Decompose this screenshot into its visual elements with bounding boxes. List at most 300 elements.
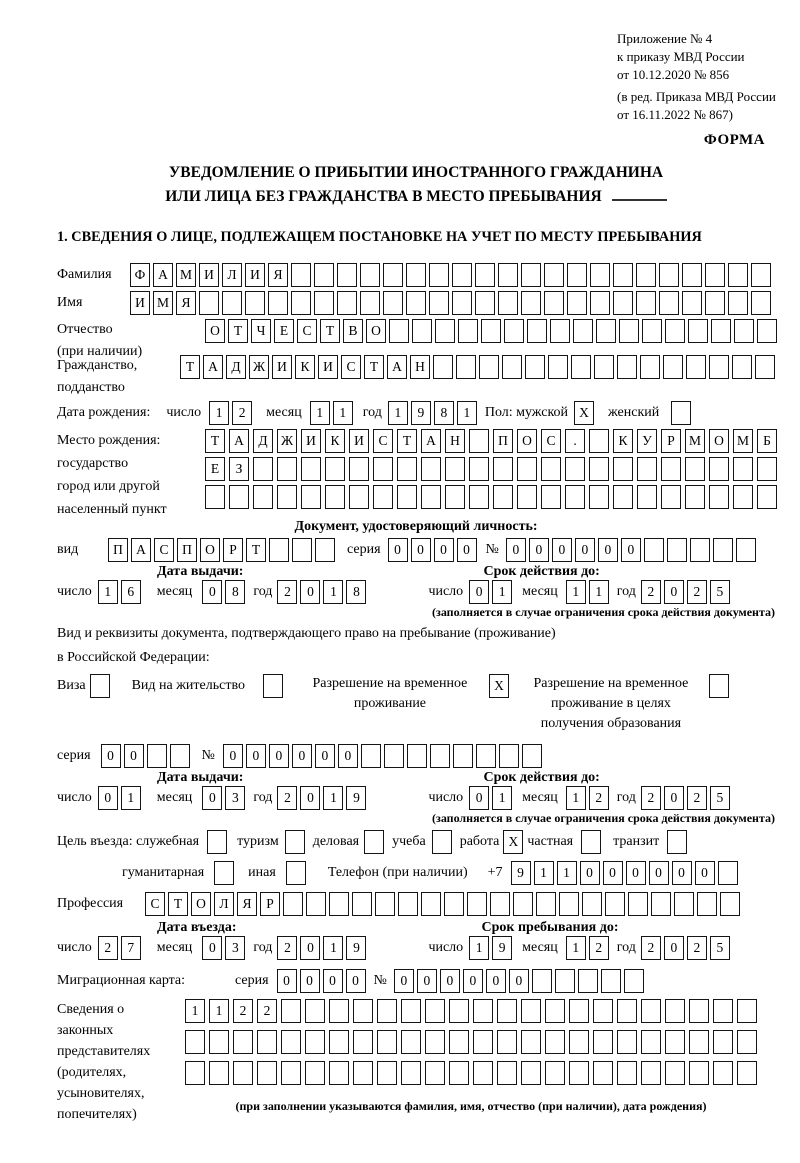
char-cell[interactable]: Т: [397, 429, 417, 453]
char-cell[interactable]: [545, 1061, 565, 1085]
char-cell[interactable]: Ф: [130, 263, 150, 287]
char-cell[interactable]: 0: [101, 744, 121, 768]
char-cell[interactable]: [751, 263, 771, 287]
char-cell[interactable]: Р: [260, 892, 280, 916]
char-cell[interactable]: [412, 319, 432, 343]
char-cell[interactable]: 2: [687, 786, 707, 810]
char-cell[interactable]: [453, 744, 473, 768]
char-cell[interactable]: 6: [121, 580, 141, 604]
char-cell[interactable]: [532, 969, 552, 993]
char-cell[interactable]: [544, 263, 564, 287]
char-cell[interactable]: [613, 291, 633, 315]
char-cell[interactable]: А: [131, 538, 151, 562]
char-cell[interactable]: [521, 1061, 541, 1085]
char-cell[interactable]: [263, 674, 283, 698]
char-cell[interactable]: 9: [511, 861, 531, 885]
char-cell[interactable]: [661, 485, 681, 509]
char-cell[interactable]: [467, 892, 487, 916]
char-cell[interactable]: 0: [529, 538, 549, 562]
char-cell[interactable]: 5: [710, 580, 730, 604]
char-cell[interactable]: О: [205, 319, 225, 343]
char-cell[interactable]: [737, 999, 757, 1023]
char-cell[interactable]: 0: [486, 969, 506, 993]
char-cell[interactable]: 2: [641, 936, 661, 960]
char-cell[interactable]: [373, 485, 393, 509]
char-cell[interactable]: 2: [687, 580, 707, 604]
char-cell[interactable]: [713, 1030, 733, 1054]
char-cell[interactable]: 0: [315, 744, 335, 768]
char-cell[interactable]: Я: [176, 291, 196, 315]
char-cell[interactable]: 2: [641, 580, 661, 604]
char-cell[interactable]: [617, 999, 637, 1023]
char-cell[interactable]: А: [153, 263, 173, 287]
char-cell[interactable]: [401, 1030, 421, 1054]
char-cell[interactable]: [257, 1030, 277, 1054]
char-cell[interactable]: 1: [492, 786, 512, 810]
char-cell[interactable]: [697, 892, 717, 916]
char-cell[interactable]: [269, 538, 289, 562]
char-cell[interactable]: [222, 291, 242, 315]
char-cell[interactable]: М: [176, 263, 196, 287]
char-cell[interactable]: К: [613, 429, 633, 453]
char-cell[interactable]: [517, 485, 537, 509]
char-cell[interactable]: 1: [333, 401, 353, 425]
char-cell[interactable]: 0: [509, 969, 529, 993]
char-cell[interactable]: [628, 892, 648, 916]
char-cell[interactable]: X: [489, 674, 509, 698]
char-cell[interactable]: 0: [246, 744, 266, 768]
char-cell[interactable]: [733, 485, 753, 509]
char-cell[interactable]: Т: [246, 538, 266, 562]
char-cell[interactable]: 1: [469, 936, 489, 960]
char-cell[interactable]: [589, 457, 609, 481]
char-cell[interactable]: [573, 319, 593, 343]
char-cell[interactable]: [497, 1061, 517, 1085]
char-cell[interactable]: [593, 999, 613, 1023]
char-cell[interactable]: Е: [205, 457, 225, 481]
char-cell[interactable]: 1: [209, 999, 229, 1023]
char-cell[interactable]: 1: [566, 936, 586, 960]
char-cell[interactable]: [709, 674, 729, 698]
char-cell[interactable]: [636, 291, 656, 315]
char-cell[interactable]: [544, 291, 564, 315]
char-cell[interactable]: З: [229, 457, 249, 481]
char-cell[interactable]: 0: [411, 538, 431, 562]
char-cell[interactable]: [571, 355, 591, 379]
char-cell[interactable]: 0: [202, 580, 222, 604]
char-cell[interactable]: [475, 263, 495, 287]
char-cell[interactable]: [641, 1061, 661, 1085]
char-cell[interactable]: [613, 263, 633, 287]
char-cell[interactable]: [498, 291, 518, 315]
char-cell[interactable]: [349, 457, 369, 481]
char-cell[interactable]: Т: [168, 892, 188, 916]
char-cell[interactable]: 0: [346, 969, 366, 993]
char-cell[interactable]: Р: [661, 429, 681, 453]
char-cell[interactable]: [757, 319, 777, 343]
char-cell[interactable]: [613, 457, 633, 481]
char-cell[interactable]: [605, 892, 625, 916]
char-cell[interactable]: Ж: [277, 429, 297, 453]
char-cell[interactable]: 1: [323, 786, 343, 810]
char-cell[interactable]: С: [145, 892, 165, 916]
char-cell[interactable]: У: [637, 429, 657, 453]
char-cell[interactable]: [425, 999, 445, 1023]
char-cell[interactable]: [364, 830, 384, 854]
char-cell[interactable]: [283, 892, 303, 916]
char-cell[interactable]: [757, 457, 777, 481]
char-cell[interactable]: [686, 355, 706, 379]
char-cell[interactable]: 0: [223, 744, 243, 768]
char-cell[interactable]: [430, 744, 450, 768]
char-cell[interactable]: [593, 1061, 613, 1085]
char-cell[interactable]: [536, 892, 556, 916]
char-cell[interactable]: 0: [695, 861, 715, 885]
char-cell[interactable]: 0: [580, 861, 600, 885]
char-cell[interactable]: [147, 744, 167, 768]
char-cell[interactable]: [444, 892, 464, 916]
char-cell[interactable]: [401, 999, 421, 1023]
char-cell[interactable]: [473, 1061, 493, 1085]
char-cell[interactable]: [398, 892, 418, 916]
char-cell[interactable]: [425, 1030, 445, 1054]
char-cell[interactable]: 0: [469, 580, 489, 604]
char-cell[interactable]: А: [421, 429, 441, 453]
char-cell[interactable]: [569, 999, 589, 1023]
char-cell[interactable]: [569, 1030, 589, 1054]
char-cell[interactable]: [521, 263, 541, 287]
char-cell[interactable]: [479, 355, 499, 379]
char-cell[interactable]: [596, 319, 616, 343]
char-cell[interactable]: 0: [664, 936, 684, 960]
char-cell[interactable]: [456, 355, 476, 379]
char-cell[interactable]: 9: [346, 786, 366, 810]
char-cell[interactable]: 0: [649, 861, 669, 885]
char-cell[interactable]: Т: [180, 355, 200, 379]
char-cell[interactable]: Е: [274, 319, 294, 343]
char-cell[interactable]: [705, 291, 725, 315]
char-cell[interactable]: 1: [566, 786, 586, 810]
char-cell[interactable]: [637, 485, 657, 509]
char-cell[interactable]: [499, 744, 519, 768]
char-cell[interactable]: [513, 892, 533, 916]
char-cell[interactable]: [545, 999, 565, 1023]
char-cell[interactable]: [429, 291, 449, 315]
char-cell[interactable]: 1: [457, 401, 477, 425]
char-cell[interactable]: [433, 355, 453, 379]
char-cell[interactable]: [667, 538, 687, 562]
char-cell[interactable]: [590, 291, 610, 315]
char-cell[interactable]: 0: [124, 744, 144, 768]
char-cell[interactable]: М: [153, 291, 173, 315]
char-cell[interactable]: 0: [338, 744, 358, 768]
char-cell[interactable]: [305, 1030, 325, 1054]
char-cell[interactable]: [199, 291, 219, 315]
char-cell[interactable]: [651, 892, 671, 916]
char-cell[interactable]: 1: [310, 401, 330, 425]
char-cell[interactable]: [305, 999, 325, 1023]
char-cell[interactable]: [214, 861, 234, 885]
char-cell[interactable]: А: [387, 355, 407, 379]
char-cell[interactable]: Д: [253, 429, 273, 453]
char-cell[interactable]: [659, 263, 679, 287]
char-cell[interactable]: 1: [323, 936, 343, 960]
char-cell[interactable]: [325, 457, 345, 481]
char-cell[interactable]: [569, 1061, 589, 1085]
char-cell[interactable]: 0: [202, 786, 222, 810]
char-cell[interactable]: П: [108, 538, 128, 562]
char-cell[interactable]: [329, 1061, 349, 1085]
char-cell[interactable]: [281, 999, 301, 1023]
char-cell[interactable]: 0: [300, 786, 320, 810]
char-cell[interactable]: [268, 291, 288, 315]
char-cell[interactable]: [674, 892, 694, 916]
char-cell[interactable]: [493, 485, 513, 509]
char-cell[interactable]: [709, 355, 729, 379]
char-cell[interactable]: 9: [492, 936, 512, 960]
char-cell[interactable]: [504, 319, 524, 343]
char-cell[interactable]: 1: [566, 580, 586, 604]
char-cell[interactable]: [469, 429, 489, 453]
char-cell[interactable]: 8: [346, 580, 366, 604]
char-cell[interactable]: [253, 457, 273, 481]
char-cell[interactable]: [755, 355, 775, 379]
char-cell[interactable]: [421, 892, 441, 916]
char-cell[interactable]: 0: [469, 786, 489, 810]
char-cell[interactable]: [329, 892, 349, 916]
char-cell[interactable]: Н: [410, 355, 430, 379]
char-cell[interactable]: 9: [411, 401, 431, 425]
char-cell[interactable]: [449, 999, 469, 1023]
char-cell[interactable]: В: [343, 319, 363, 343]
char-cell[interactable]: [659, 291, 679, 315]
char-cell[interactable]: Т: [320, 319, 340, 343]
char-cell[interactable]: [445, 485, 465, 509]
char-cell[interactable]: О: [200, 538, 220, 562]
char-cell[interactable]: [663, 355, 683, 379]
char-cell[interactable]: [209, 1030, 229, 1054]
char-cell[interactable]: [301, 457, 321, 481]
char-cell[interactable]: [728, 291, 748, 315]
char-cell[interactable]: [349, 485, 369, 509]
char-cell[interactable]: 1: [323, 580, 343, 604]
char-cell[interactable]: 1: [589, 580, 609, 604]
char-cell[interactable]: Р: [223, 538, 243, 562]
char-cell[interactable]: [185, 1061, 205, 1085]
char-cell[interactable]: 0: [664, 786, 684, 810]
char-cell[interactable]: [705, 263, 725, 287]
char-cell[interactable]: 2: [232, 401, 252, 425]
char-cell[interactable]: [490, 892, 510, 916]
char-cell[interactable]: 0: [269, 744, 289, 768]
char-cell[interactable]: [737, 1061, 757, 1085]
char-cell[interactable]: [690, 538, 710, 562]
char-cell[interactable]: [281, 1061, 301, 1085]
char-cell[interactable]: [617, 1061, 637, 1085]
char-cell[interactable]: [429, 263, 449, 287]
char-cell[interactable]: 0: [98, 786, 118, 810]
char-cell[interactable]: [352, 892, 372, 916]
char-cell[interactable]: Т: [205, 429, 225, 453]
char-cell[interactable]: 2: [233, 999, 253, 1023]
char-cell[interactable]: [245, 291, 265, 315]
char-cell[interactable]: [601, 969, 621, 993]
char-cell[interactable]: И: [349, 429, 369, 453]
char-cell[interactable]: 0: [621, 538, 641, 562]
char-cell[interactable]: [407, 744, 427, 768]
char-cell[interactable]: [565, 485, 585, 509]
char-cell[interactable]: [377, 1030, 397, 1054]
char-cell[interactable]: И: [318, 355, 338, 379]
char-cell[interactable]: 2: [589, 936, 609, 960]
char-cell[interactable]: [689, 1030, 709, 1054]
char-cell[interactable]: [665, 319, 685, 343]
char-cell[interactable]: [521, 291, 541, 315]
char-cell[interactable]: [452, 263, 472, 287]
char-cell[interactable]: 0: [300, 580, 320, 604]
char-cell[interactable]: 7: [121, 936, 141, 960]
char-cell[interactable]: Ч: [251, 319, 271, 343]
char-cell[interactable]: [205, 485, 225, 509]
char-cell[interactable]: 2: [277, 786, 297, 810]
char-cell[interactable]: [277, 485, 297, 509]
char-cell[interactable]: [757, 485, 777, 509]
char-cell[interactable]: [377, 1061, 397, 1085]
char-cell[interactable]: [689, 1061, 709, 1085]
char-cell[interactable]: О: [709, 429, 729, 453]
char-cell[interactable]: [521, 1030, 541, 1054]
char-cell[interactable]: 3: [225, 936, 245, 960]
char-cell[interactable]: [305, 1061, 325, 1085]
char-cell[interactable]: [685, 457, 705, 481]
char-cell[interactable]: [314, 263, 334, 287]
char-cell[interactable]: 8: [434, 401, 454, 425]
char-cell[interactable]: [291, 291, 311, 315]
char-cell[interactable]: 0: [300, 969, 320, 993]
char-cell[interactable]: [306, 892, 326, 916]
char-cell[interactable]: [473, 1030, 493, 1054]
char-cell[interactable]: X: [574, 401, 594, 425]
char-cell[interactable]: 0: [417, 969, 437, 993]
char-cell[interactable]: [737, 1030, 757, 1054]
char-cell[interactable]: Л: [214, 892, 234, 916]
char-cell[interactable]: К: [295, 355, 315, 379]
char-cell[interactable]: [661, 457, 681, 481]
char-cell[interactable]: [617, 1030, 637, 1054]
char-cell[interactable]: [517, 457, 537, 481]
char-cell[interactable]: [594, 355, 614, 379]
char-cell[interactable]: [685, 485, 705, 509]
char-cell[interactable]: 0: [440, 969, 460, 993]
char-cell[interactable]: [619, 319, 639, 343]
char-cell[interactable]: 0: [292, 744, 312, 768]
char-cell[interactable]: [713, 1061, 733, 1085]
char-cell[interactable]: [582, 892, 602, 916]
char-cell[interactable]: [209, 1061, 229, 1085]
char-cell[interactable]: [550, 319, 570, 343]
char-cell[interactable]: [589, 485, 609, 509]
char-cell[interactable]: С: [341, 355, 361, 379]
char-cell[interactable]: [541, 457, 561, 481]
char-cell[interactable]: [493, 457, 513, 481]
char-cell[interactable]: [233, 1061, 253, 1085]
char-cell[interactable]: 1: [121, 786, 141, 810]
char-cell[interactable]: [525, 355, 545, 379]
char-cell[interactable]: П: [493, 429, 513, 453]
char-cell[interactable]: 5: [710, 936, 730, 960]
char-cell[interactable]: И: [130, 291, 150, 315]
char-cell[interactable]: [445, 457, 465, 481]
char-cell[interactable]: [301, 485, 321, 509]
char-cell[interactable]: [567, 263, 587, 287]
char-cell[interactable]: [337, 263, 357, 287]
char-cell[interactable]: [397, 485, 417, 509]
char-cell[interactable]: [713, 999, 733, 1023]
char-cell[interactable]: [728, 263, 748, 287]
char-cell[interactable]: [353, 1061, 373, 1085]
char-cell[interactable]: [435, 319, 455, 343]
char-cell[interactable]: [665, 999, 685, 1023]
char-cell[interactable]: [432, 830, 452, 854]
char-cell[interactable]: [383, 291, 403, 315]
char-cell[interactable]: [640, 355, 660, 379]
char-cell[interactable]: [315, 538, 335, 562]
char-cell[interactable]: 3: [225, 786, 245, 810]
char-cell[interactable]: [713, 538, 733, 562]
char-cell[interactable]: X: [503, 830, 523, 854]
char-cell[interactable]: [476, 744, 496, 768]
char-cell[interactable]: [589, 429, 609, 453]
char-cell[interactable]: [734, 319, 754, 343]
char-cell[interactable]: [452, 291, 472, 315]
char-cell[interactable]: [285, 830, 305, 854]
char-cell[interactable]: [257, 1061, 277, 1085]
char-cell[interactable]: [671, 401, 691, 425]
char-cell[interactable]: [337, 291, 357, 315]
char-cell[interactable]: 2: [687, 936, 707, 960]
char-cell[interactable]: 9: [346, 936, 366, 960]
char-cell[interactable]: [375, 892, 395, 916]
char-cell[interactable]: 0: [457, 538, 477, 562]
char-cell[interactable]: [314, 291, 334, 315]
char-cell[interactable]: Ж: [249, 355, 269, 379]
char-cell[interactable]: М: [685, 429, 705, 453]
char-cell[interactable]: [667, 830, 687, 854]
char-cell[interactable]: 0: [506, 538, 526, 562]
char-cell[interactable]: [475, 291, 495, 315]
char-cell[interactable]: [689, 999, 709, 1023]
char-cell[interactable]: 1: [388, 401, 408, 425]
char-cell[interactable]: [736, 538, 756, 562]
char-cell[interactable]: [567, 291, 587, 315]
char-cell[interactable]: А: [203, 355, 223, 379]
char-cell[interactable]: [641, 1030, 661, 1054]
char-cell[interactable]: [497, 1030, 517, 1054]
char-cell[interactable]: 0: [575, 538, 595, 562]
char-cell[interactable]: [555, 969, 575, 993]
char-cell[interactable]: [733, 457, 753, 481]
char-cell[interactable]: [292, 538, 312, 562]
char-cell[interactable]: С: [373, 429, 393, 453]
char-cell[interactable]: 0: [664, 580, 684, 604]
char-cell[interactable]: И: [272, 355, 292, 379]
char-cell[interactable]: [406, 263, 426, 287]
char-cell[interactable]: [720, 892, 740, 916]
char-cell[interactable]: [458, 319, 478, 343]
char-cell[interactable]: 2: [589, 786, 609, 810]
char-cell[interactable]: 1: [209, 401, 229, 425]
char-cell[interactable]: 0: [626, 861, 646, 885]
